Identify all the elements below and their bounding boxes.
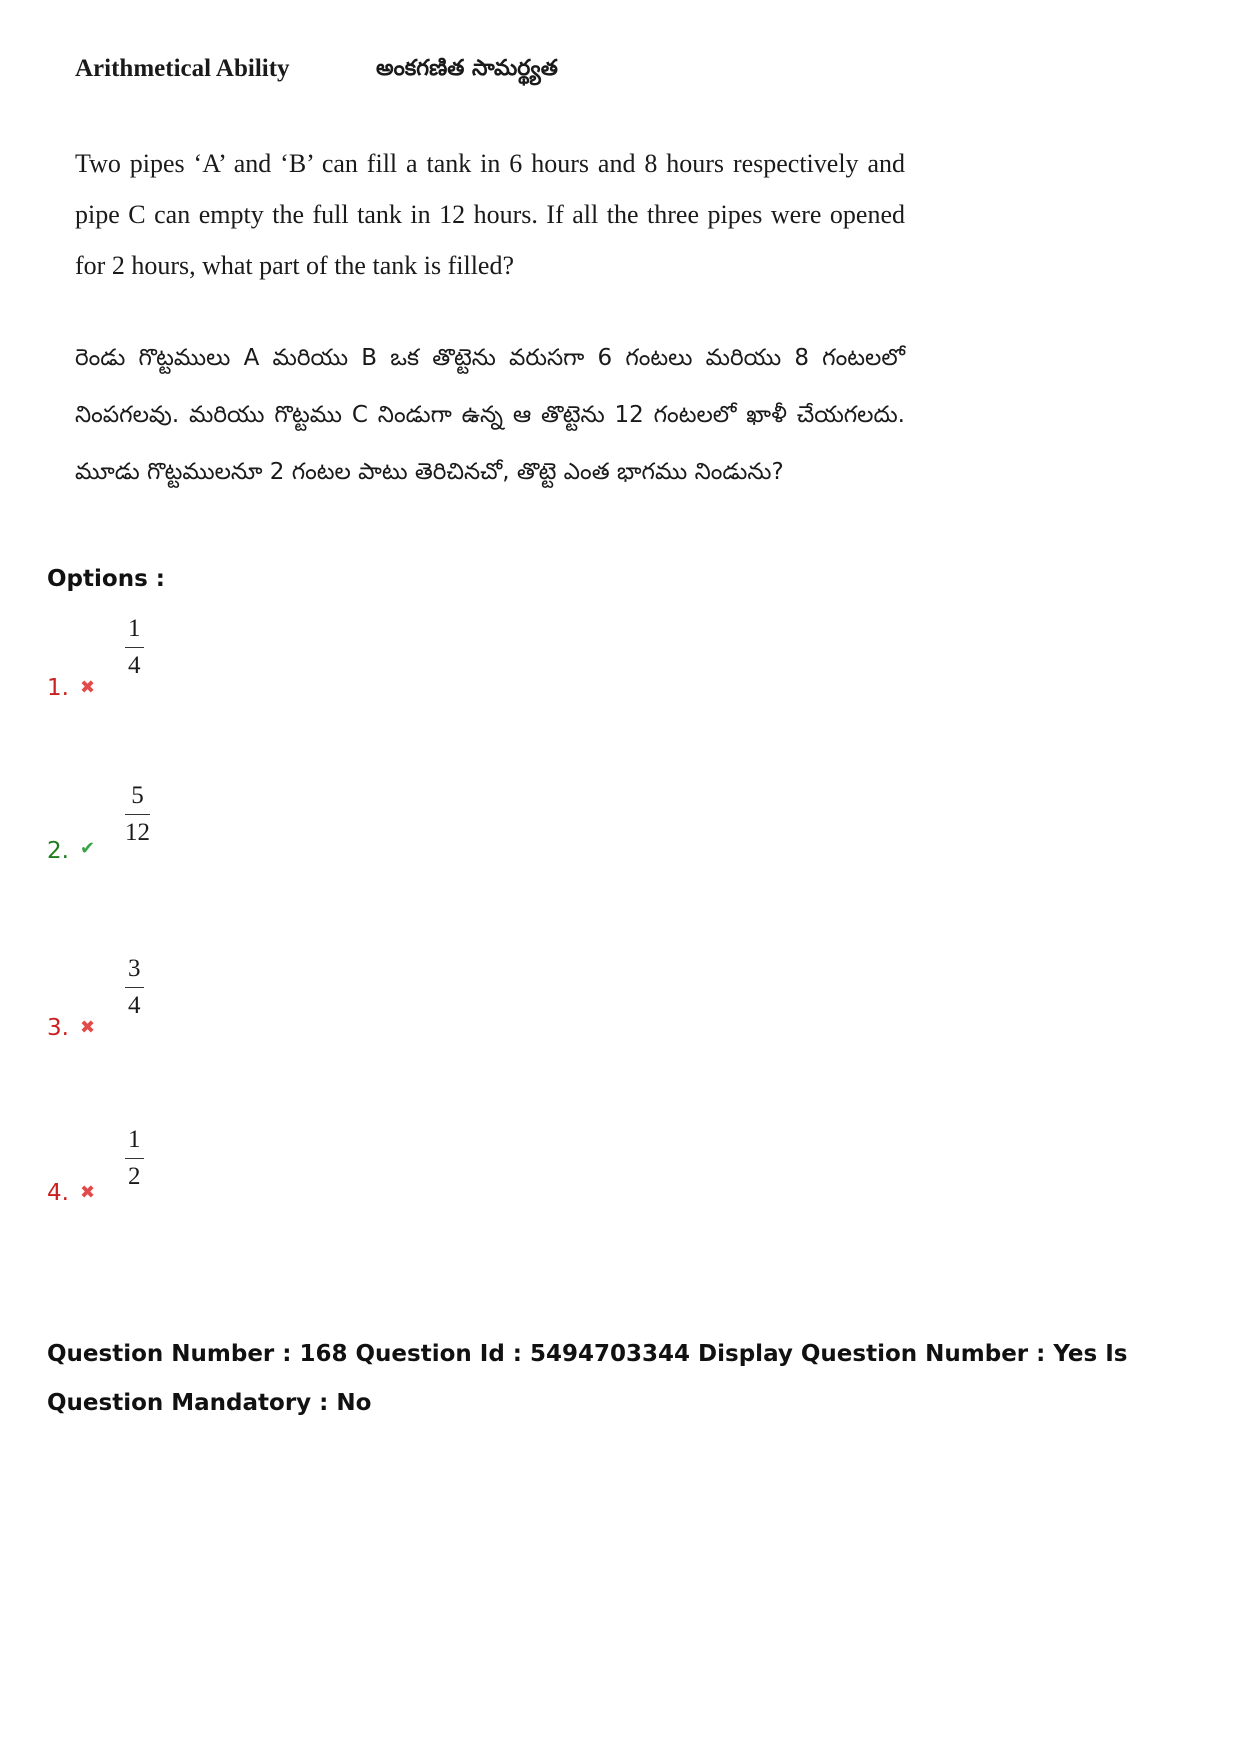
- question-text-telugu: రెండు గొట్టములు A మరియు B ఒక తొట్టెను వరుసగా 6 గంటలు మరియు 8 గంటలలో నింపగలవు. మరియు గొట్టము C నిండుగా ఉన్న ఆ తొట్టెను 12 గంటలలో ఖాళీ చేయగలదు. మూడు గొట్టములనూ 2 గంటల పాటు తెరిచినచో, తొట్టె ఎంత భాగము నిండును?: [75, 345, 905, 485]
- option-number: 1.: [47, 675, 69, 701]
- option-number: 3.: [47, 1015, 69, 1041]
- check-icon: ✔: [80, 838, 96, 859]
- option-fraction: [125, 955, 144, 1020]
- option-2: [47, 778, 447, 888]
- cross-icon: ✖: [80, 1017, 96, 1038]
- fraction-denominator: 2: [128, 1163, 141, 1190]
- fraction-numerator: 1: [125, 1126, 144, 1159]
- fraction-denominator: 4: [128, 992, 141, 1019]
- option-4: [47, 1120, 447, 1230]
- option-fraction: [125, 1126, 144, 1191]
- cross-icon: ✖: [80, 677, 96, 698]
- question-metadata: Question Number : 168 Question Id : 5494703344 Display Question Number : Yes Is Question Mandatory : No: [47, 1341, 1128, 1416]
- option-1: [47, 615, 447, 725]
- fraction-numerator: 1: [125, 615, 144, 648]
- option-3: [47, 955, 447, 1065]
- options-label: Options :: [47, 566, 165, 592]
- option-number: 4.: [47, 1180, 69, 1206]
- option-fraction: [125, 615, 144, 680]
- cross-icon: ✖: [80, 1182, 96, 1203]
- question-text-english: Two pipes ‘A’ and ‘B’ can fill a tank in 6 hours and 8 hours respectively and pipe C can empty the full tank in 12 hours. If all the three pipes were opened for 2 hours, what part of the tank is filled?: [75, 149, 905, 280]
- fraction-denominator: 12: [125, 819, 150, 846]
- option-number: 2.: [47, 838, 69, 864]
- option-fraction: [125, 782, 150, 847]
- section-heading-english: Arithmetical Ability: [75, 55, 290, 82]
- fraction-denominator: 4: [128, 652, 141, 679]
- section-heading-telugu: అంకగణిత సామర్థ్యత: [376, 56, 558, 81]
- fraction-numerator: 3: [125, 955, 144, 988]
- fraction-numerator: 5: [125, 782, 150, 815]
